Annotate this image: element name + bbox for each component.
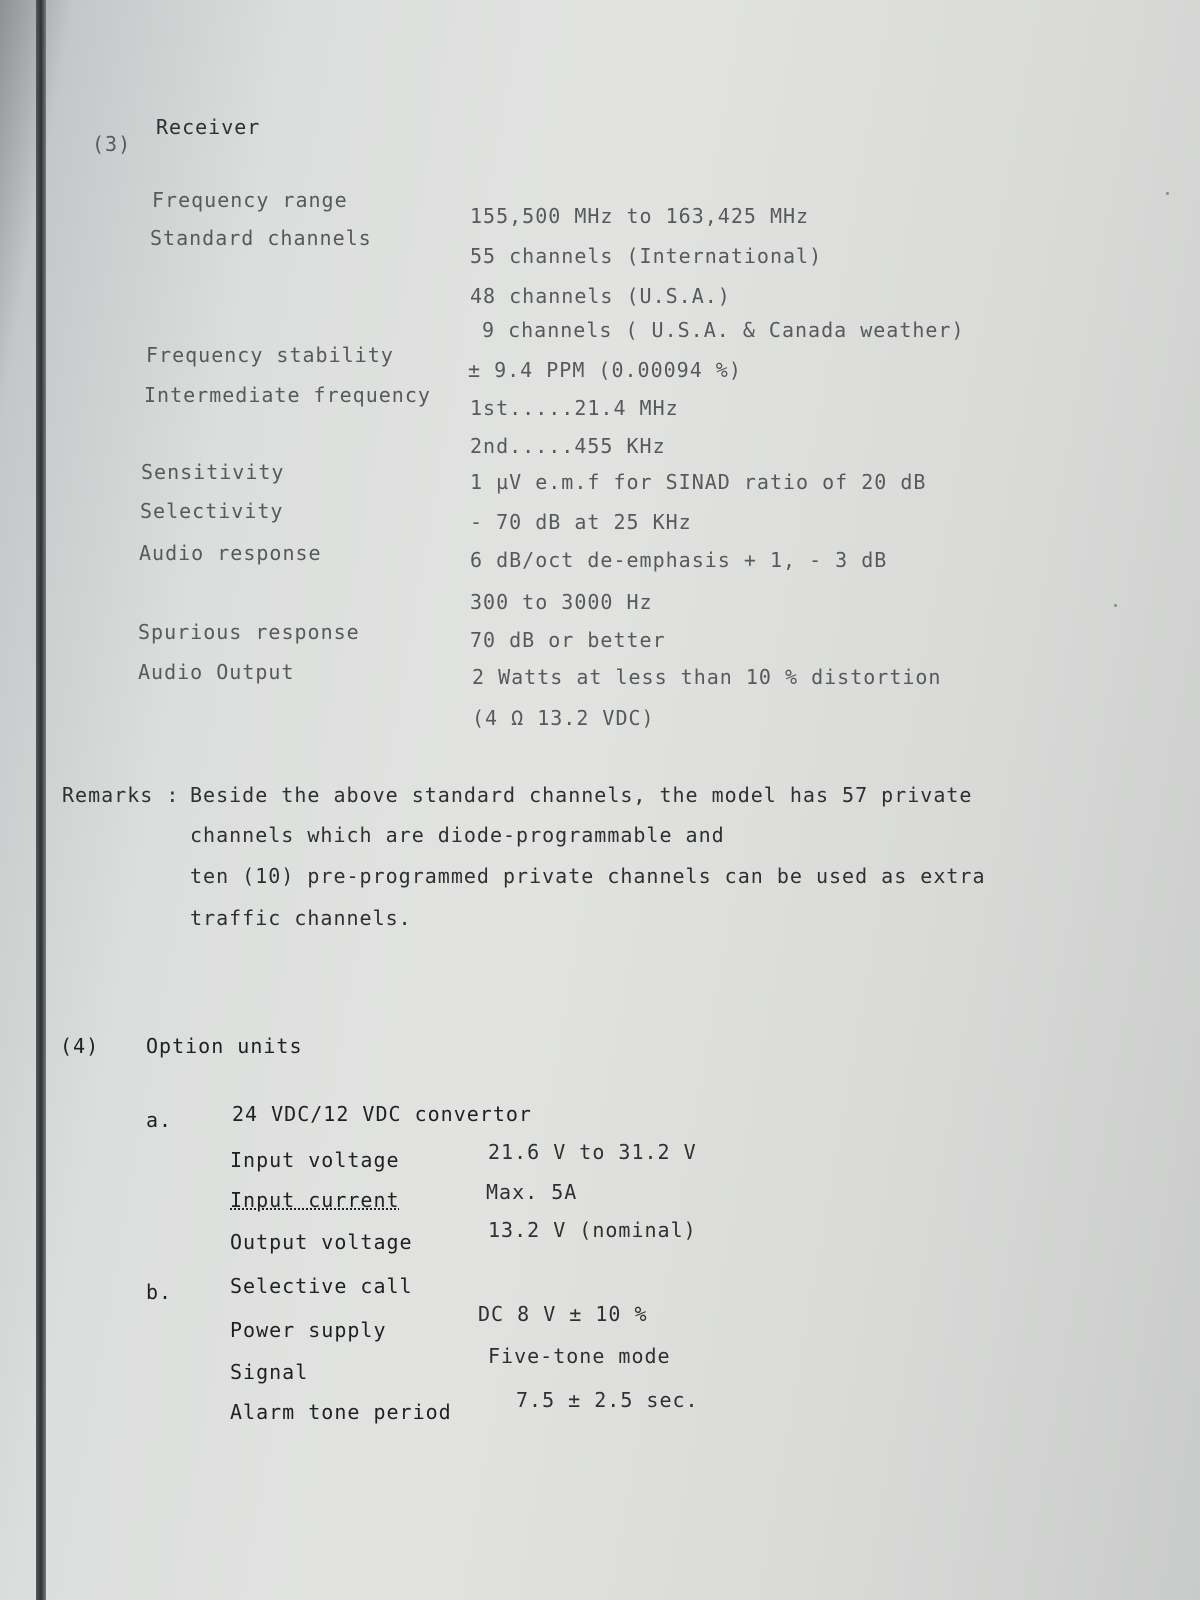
section-3-number: (3) [92, 132, 132, 156]
spec-label: Frequency stability [146, 343, 394, 367]
remarks-line: traffic channels. [190, 906, 412, 930]
spec-value: 2nd.....455 KHz [470, 434, 666, 458]
binder-edge [36, 0, 46, 1600]
option-value: 13.2 V (nominal) [488, 1218, 697, 1242]
spec-value: 2 Watts at less than 10 % distortion [472, 665, 942, 689]
remarks-line: ten (10) pre-programmed private channels can be used as extra [190, 864, 986, 888]
spec-label: Spurious response [138, 620, 360, 644]
section-4-title: Option units [146, 1034, 303, 1058]
spec-value: 55 channels (International) [470, 244, 823, 268]
option-label: Signal [230, 1360, 309, 1384]
option-label: Input current [230, 1188, 400, 1212]
spec-value: 70 dB or better [470, 628, 666, 652]
speck [1166, 192, 1169, 195]
spec-value: 48 channels (U.S.A.) [470, 284, 731, 308]
spec-label: Sensitivity [141, 460, 285, 484]
section-4-number: (4) [60, 1034, 100, 1058]
option-value: DC 8 V ± 10 % [478, 1302, 648, 1326]
spec-value: 1st.....21.4 MHz [470, 396, 679, 420]
option-label: Power supply [230, 1318, 387, 1342]
section-3-title: Receiver [156, 115, 261, 139]
spec-value: 300 to 3000 Hz [470, 590, 653, 614]
remarks-line: channels which are diode-programmable and [190, 823, 725, 847]
remarks-line: Beside the above standard channels, the model has 57 private [190, 783, 973, 807]
spec-label: Frequency range [152, 188, 348, 212]
remarks-label: Remarks : [62, 783, 180, 807]
option-value: 21.6 V to 31.2 V [488, 1140, 697, 1164]
spec-label: Audio Output [138, 660, 295, 684]
spec-value: 155,500 MHz to 163,425 MHz [470, 204, 810, 228]
speck [1114, 604, 1117, 607]
option-value: 7.5 ± 2.5 sec. [516, 1388, 699, 1412]
spec-value: 6 dB/oct de-emphasis + 1, - 3 dB [470, 548, 888, 572]
option-a-letter: a. [146, 1108, 173, 1132]
option-label: Output voltage [230, 1230, 413, 1254]
spec-label: Audio response [139, 541, 322, 565]
option-b-letter: b. [146, 1280, 173, 1304]
option-label: Input voltage [230, 1148, 400, 1172]
option-label: Alarm tone period [230, 1400, 452, 1424]
spec-label: Intermediate frequency [144, 383, 431, 407]
option-value: Max. 5A [486, 1180, 578, 1204]
spec-value: 9 channels ( U.S.A. & Canada weather) [482, 318, 965, 342]
option-a-title: 24 VDC/12 VDC convertor [232, 1102, 532, 1126]
spec-value: 1 µV e.m.f for SINAD ratio of 20 dB [470, 470, 927, 494]
option-value: Five-tone mode [488, 1344, 671, 1368]
spec-label: Selectivity [140, 499, 284, 523]
option-b-title: Selective call [230, 1274, 413, 1298]
spec-value: - 70 dB at 25 KHz [470, 510, 692, 534]
spec-value: (4 Ω 13.2 VDC) [472, 706, 655, 730]
spec-label: Standard channels [150, 226, 372, 250]
spec-value: ± 9.4 PPM (0.00094 %) [468, 358, 742, 382]
